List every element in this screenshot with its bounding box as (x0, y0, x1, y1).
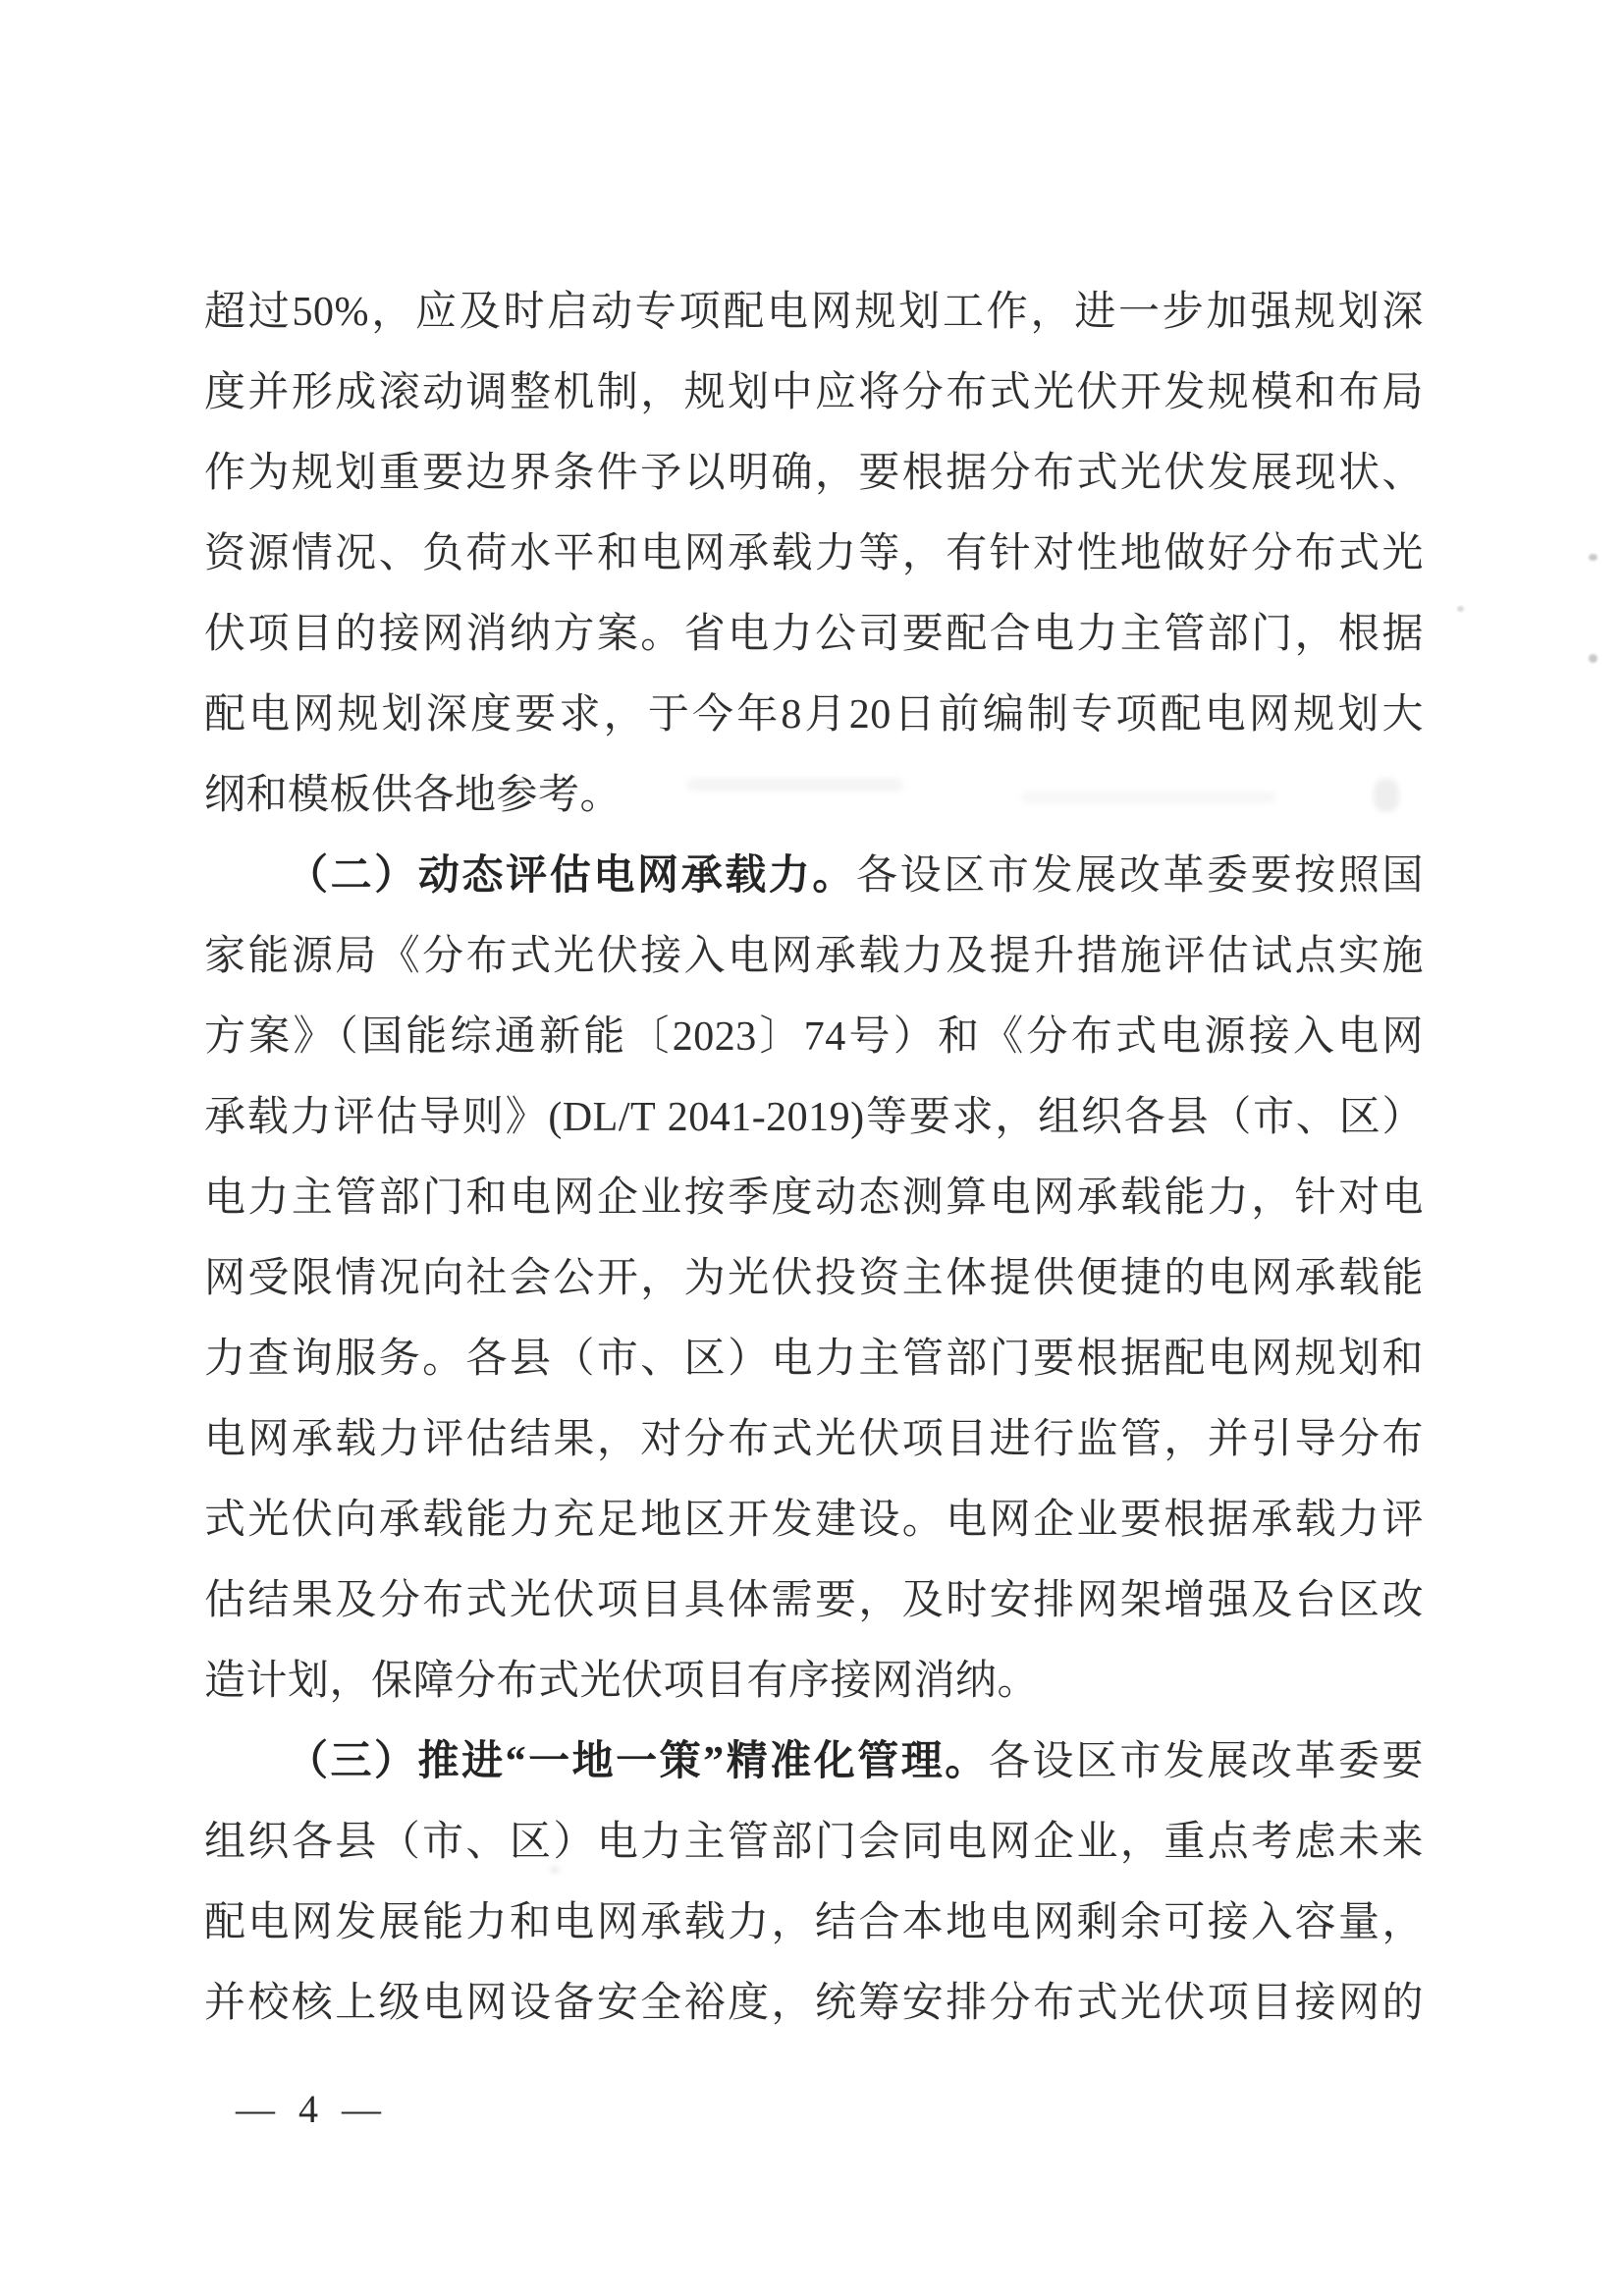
text-line: 配电网规划深度要求，于今年8月20日前编制专项配电网规划大 (204, 692, 1424, 738)
text-line: 网受限情况向社会公开，为光伏投资主体提供便捷的电网承载能 (204, 1256, 1424, 1301)
text-line: 造计划，保障分布式光伏项目有序接网消纳。 (204, 1659, 1040, 1704)
text-line: 度并形成滚动调整机制，规划中应将分布式光伏开发规模和布局 (204, 370, 1424, 415)
text-line: 力查询服务。各县（市、区）电力主管部门要根据配电网规划和 (204, 1337, 1424, 1382)
text-line: 纲和模板供各地参考。 (204, 773, 622, 818)
section-heading-3: （三）推进“一地一策”精准化管理。 (287, 1739, 989, 1784)
page-number: — 4 — (236, 2087, 388, 2131)
text-line: 电力主管部门和电网企业按季度动态测算电网承载能力，针对电 (204, 1175, 1424, 1221)
paragraph-2 (204, 836, 1424, 1722)
paragraph-lead-line (204, 836, 1424, 916)
text-line: 并校核上级电网设备安全裕度，统筹安排分布式光伏项目接网的 (204, 1981, 1424, 2026)
lead-rest: 各设区市发展改革委要按照国 (856, 853, 1424, 899)
paragraph-lead-line (204, 1722, 1424, 1802)
paragraph-1 (204, 272, 1424, 836)
text-line: 方案》（国能综通新能〔2023〕74号）和《分布式电源接入电网 (204, 1014, 1424, 1060)
scan-speck (1457, 606, 1464, 612)
text-line: 家能源局《分布式光伏接入电网承载力及提升措施评估试点实施 (204, 934, 1424, 979)
paragraph-3 (204, 1722, 1424, 2044)
scan-speck (1589, 654, 1597, 663)
lead-rest: 各设区市发展改革委要 (988, 1739, 1424, 1784)
text-line: 作为规划重要边界条件予以明确，要根据分布式光伏发展现状、 (204, 451, 1424, 496)
text-line: 配电网发展能力和电网承载力，结合本地电网剩余可接入容量， (204, 1900, 1424, 1945)
text-line: 承载力评估导则》(DL/T 2041-2019)等要求，组织各县（市、区） (204, 1095, 1424, 1140)
text-line: 组织各县（市、区）电力主管部门会同电网企业，重点考虑未来 (204, 1820, 1424, 1865)
text-line: 电网承载力评估结果，对分布式光伏项目进行监管，并引导分布 (204, 1417, 1424, 1462)
text-line: 式光伏向承载能力充足地区开发建设。电网企业要根据承载力评 (204, 1498, 1424, 1543)
document-body (204, 272, 1424, 2044)
text-line: 资源情况、负荷水平和电网承载力等，有针对性地做好分布式光 (204, 531, 1424, 576)
text-line: 超过50%，应及时启动专项配电网规划工作，进一步加强规划深 (204, 290, 1424, 335)
section-heading-2: （二）动态评估电网承载力。 (287, 853, 857, 899)
text-line: 估结果及分布式光伏项目具体需要，及时安排网架增强及台区改 (204, 1578, 1424, 1623)
text-line: 伏项目的接网消纳方案。省电力公司要配合电力主管部门，根据 (204, 612, 1424, 657)
scan-speck (1589, 554, 1597, 561)
